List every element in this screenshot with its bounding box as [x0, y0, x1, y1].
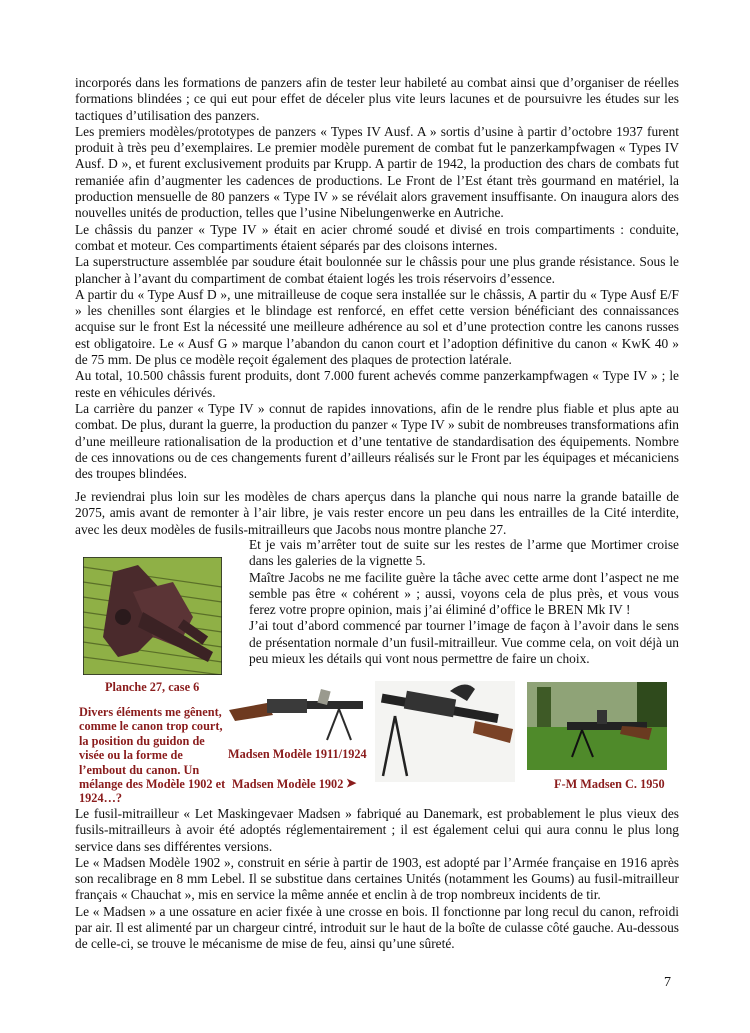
- body-text-side: [249, 537, 679, 667]
- caption-madsen-1911: Madsen Modèle 1911/1924: [228, 747, 367, 761]
- comic-panel-image: [83, 557, 222, 675]
- caption-note-text: Divers éléments me gênent, comme le canon trop court, la position du guidon de visée ou la forme de l’embout du canon. Un mélange des Modèle 1902 et 1924…?: [79, 705, 226, 806]
- body-text-top: [75, 75, 679, 482]
- paragraph: Le « Madsen » a une ossature en acier fixée à une crosse en bois. Il fonctionne par long recul du canon, refroidi par air. Il est alimenté par un chargeur cintré, introduit sur le haut de la boîte de culasse côté gauche. Au-dessous de celle-ci, se trouve le mécanisme de mise de feu, ainsi qu’une sûreté.: [75, 903, 679, 952]
- paragraph: Et je vais m’arrêter tout de suite sur les restes de l’arme que Mortimer croise dans les galeries de la vignette 5.: [249, 537, 679, 569]
- body-text-bottom: [75, 806, 679, 953]
- paragraph: Au total, 10.500 châssis furent produits, dont 7.000 furent achevés comme panzerkampfwagen « Type IV » ; le reste en véhicules dérivés.: [75, 368, 679, 400]
- paragraph: Les premiers modèles/prototypes de panzers « Types IV Ausf. A » sortis d’usine à partir d’octobre 1937 furent produit à très peu d’exemplaires. Le premier modèle purement de combat fut le panzerkampfwagen « Types IV Ausf. D », et furent exclusivement produits par Krupp. A partir de 1942, la production des chars de combats fut remaniée afin d’augmenter les cadences de productions. Le Front de l’Est étant très gourmand en matériel, la production mensuelle de 80 panzers « Type IV » se révélait alors gravement insuffisante. On inaugura alors des nouvelles unités de production, telles que l’usine Nibelungenwerke en Autriche.: [75, 123, 679, 221]
- caption-note: [79, 705, 229, 806]
- caption-comic: Planche 27, case 6: [105, 680, 200, 694]
- madsen-1911-image: [227, 685, 369, 743]
- paragraph: La superstructure assemblée par soudure était boulonnée sur le châssis pour une plus grande résistance. Sous le plancher à l’avant du compartiment de combat étaient logés les trois réservoirs d’essence.: [75, 254, 679, 286]
- paragraph: incorporés dans les formations de panzers afin de tester leur habileté au combat ainsi que d’organiser de réelles formations blindées ; ce qui eut pour effet de déceler plus vite leurs lacunes et de poursuivre les études sur les tactiques d’utilisation des panzers.: [75, 75, 679, 123]
- caption-madsen-1902: Madsen Modèle 1902: [232, 777, 344, 791]
- paragraph: Le « Madsen Modèle 1902 », construit en série à partir de 1903, est adopté par l’Armée française en 1916 après son recalibrage en 8 mm Lebel. Il se substitue dans certaines Unités (notamment les Goums) au fusil-mitrailleur français « Chauchat », mis en service la même année et enclin à de trop nombreux incidents de tir.: [75, 854, 679, 903]
- madsen-1902-image: [375, 681, 515, 782]
- paragraph: J’ai tout d’abord commencé par tourner l’image de façon à l’avoir dans le sens de présentation normale d’un fusil-mitrailleur. Vue comme cela, on voit déjà un peu mieux les détails qui vont nous permettre de faire un choix.: [249, 618, 679, 667]
- paragraph: Maître Jacobs ne me facilite guère la tâche avec cette arme dont l’aspect ne me semble pas être « cohérent » ; aussi, voyons cela de plus près, et vous vous ferez votre propre opinion, mais j’ai éliminé d’office le BREN Mk IV !: [249, 569, 679, 618]
- caption-madsen-1950: F-M Madsen C. 1950: [554, 777, 665, 791]
- madsen-1950-image: [527, 682, 667, 770]
- body-text-intro: [75, 489, 679, 538]
- page-number: 7: [664, 975, 671, 990]
- paragraph: La carrière du panzer « Type IV » connut de rapides innovations, afin de le rendre plus fiable et plus apte au combat. De plus, durant la guerre, la production du panzer « Type IV » subit de nombreuses transformations afin d’une meilleure rationalisation de la production et d’une tentative de standardisation des équipements. Nombre de ces innovations ou de ces changements furent d’ailleurs réalisés sur le Front par les équipages et mécaniciens des troupes blindées.: [75, 400, 679, 482]
- arrow-icon: ➤: [346, 776, 357, 790]
- paragraph: A partir du « Type Ausf D », une mitrailleuse de coque sera installée sur le châssis, A partir du « Type Ausf E/F » les chenilles sont élargies et le blindage est renforcé, en effet cette version bénéficiant des connaissances acquise sur le front Est la nécessité une meilleure adhérence au sol et d’une protection contre les canons russes est obligatoire. Le « Ausf G » marque l’abandon du canon court et l’adoption définitive du canon « KwK 40 » de 75 mm. De plus ce modèle reçoit également des plaques de protection latérale.: [75, 286, 679, 368]
- paragraph: Le châssis du panzer « Type IV » était en acier chromé soudé et divisé en trois compartiments : conduite, combat et moteur. Ces compartiments étaient séparés par des cloisons internes.: [75, 221, 679, 253]
- paragraph: Je reviendrai plus loin sur les modèles de chars aperçus dans la planche qui nous narre la grande bataille de 2075, amis avant de remonter à l’air libre, je vais rester encore un peu dans les entrailles de la Cité interdite, avec les deux modèles de fusils-mitrailleurs que Jacobs nous montre planche 27.: [75, 489, 679, 537]
- paragraph: Le fusil-mitrailleur « Let Maskingevaer Madsen » fabriqué au Danemark, est probablement le plus vieux des fusils-mitrailleurs à avoir été adoptés réglementairement ; il est également celui qui aura connu le plus long service dans ses différentes versions.: [75, 806, 679, 854]
